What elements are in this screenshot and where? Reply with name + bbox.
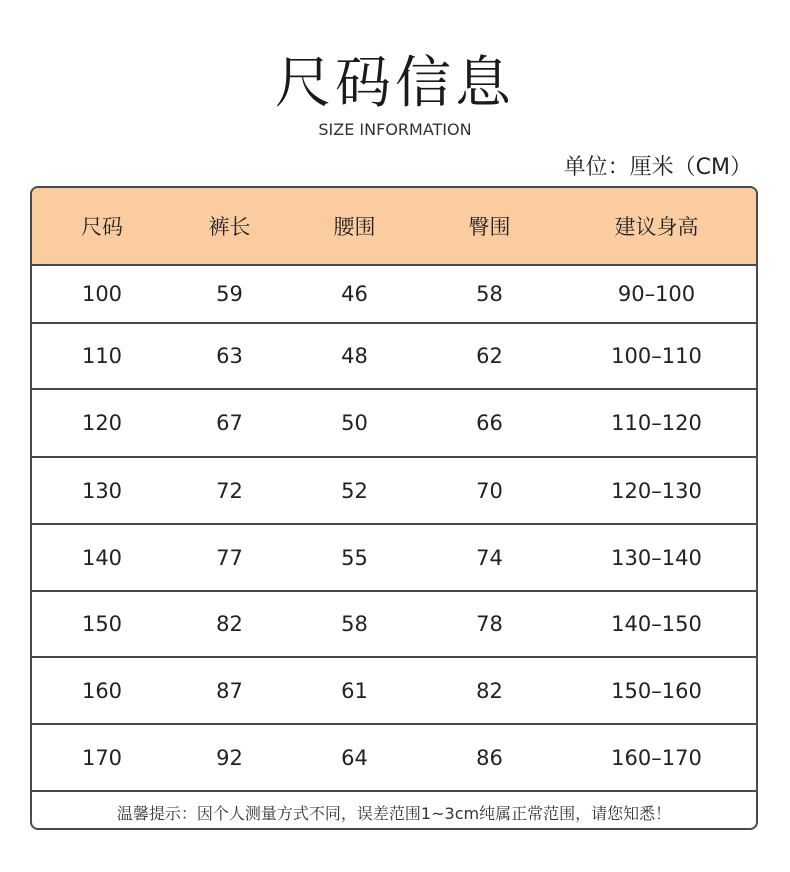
cell-pant-length: 59 bbox=[216, 282, 243, 306]
table-header bbox=[32, 188, 756, 266]
cell-height: 150–160 bbox=[611, 678, 702, 703]
cell-waist: 52 bbox=[341, 478, 368, 503]
header-waist: 腰围 bbox=[333, 215, 376, 239]
header-height: 建议身高 bbox=[614, 215, 699, 239]
cell-hip: 66 bbox=[476, 411, 503, 435]
table-row bbox=[32, 592, 756, 658]
cell-hip: 74 bbox=[476, 545, 503, 570]
table-row bbox=[32, 658, 756, 725]
table-row bbox=[32, 266, 756, 324]
page-subtitle: SIZE INFORMATION bbox=[318, 120, 472, 139]
cell-pant-length: 77 bbox=[216, 545, 243, 570]
cell-hip: 86 bbox=[476, 745, 503, 770]
table-row bbox=[32, 324, 756, 390]
cell-size: 140 bbox=[81, 545, 123, 570]
cell-height: 160–170 bbox=[611, 745, 702, 770]
cell-height: 90–100 bbox=[617, 282, 696, 306]
table-row bbox=[32, 725, 756, 792]
cell-waist: 55 bbox=[341, 545, 368, 570]
cell-hip: 58 bbox=[476, 282, 503, 306]
cell-hip: 82 bbox=[476, 678, 503, 703]
cell-waist: 64 bbox=[341, 745, 368, 770]
unit-label: 单位：厘米（CM） bbox=[563, 155, 752, 180]
page-title: 尺码信息 bbox=[275, 51, 515, 116]
cell-height: 100–110 bbox=[611, 344, 702, 368]
cell-waist: 58 bbox=[341, 612, 368, 636]
cell-pant-length: 72 bbox=[216, 478, 243, 503]
header-hip: 臀围 bbox=[468, 215, 511, 239]
header-size: 尺码 bbox=[81, 215, 123, 239]
cell-pant-length: 63 bbox=[216, 344, 243, 368]
cell-height: 120–130 bbox=[611, 478, 702, 503]
cell-hip: 78 bbox=[476, 612, 503, 636]
cell-waist: 46 bbox=[341, 282, 368, 306]
table-row bbox=[32, 525, 756, 592]
cell-pant-length: 92 bbox=[216, 745, 243, 770]
cell-size: 150 bbox=[81, 612, 123, 636]
header-pant-length: 裤长 bbox=[208, 215, 251, 239]
cell-size: 160 bbox=[81, 678, 123, 703]
cell-size: 110 bbox=[81, 344, 123, 368]
cell-hip: 62 bbox=[476, 344, 503, 368]
table-row bbox=[32, 390, 756, 458]
cell-waist: 50 bbox=[341, 411, 368, 435]
size-table bbox=[30, 186, 758, 830]
cell-size: 100 bbox=[81, 282, 123, 306]
cell-pant-length: 67 bbox=[216, 411, 243, 435]
cell-height: 140–150 bbox=[611, 612, 702, 636]
cell-pant-length: 87 bbox=[216, 678, 243, 703]
cell-size: 170 bbox=[81, 745, 123, 770]
cell-hip: 70 bbox=[476, 478, 503, 503]
size-note: 温馨提示：因个人测量方式不同，误差范围1~3cm纯属正常范围，请您知悉！ bbox=[116, 803, 672, 823]
cell-size: 120 bbox=[81, 411, 123, 435]
cell-pant-length: 82 bbox=[216, 612, 243, 636]
cell-size: 130 bbox=[81, 478, 123, 503]
cell-waist: 48 bbox=[341, 344, 368, 368]
cell-height: 130–140 bbox=[611, 545, 702, 570]
cell-height: 110–120 bbox=[611, 411, 702, 435]
table-row bbox=[32, 458, 756, 525]
cell-waist: 61 bbox=[341, 678, 368, 703]
